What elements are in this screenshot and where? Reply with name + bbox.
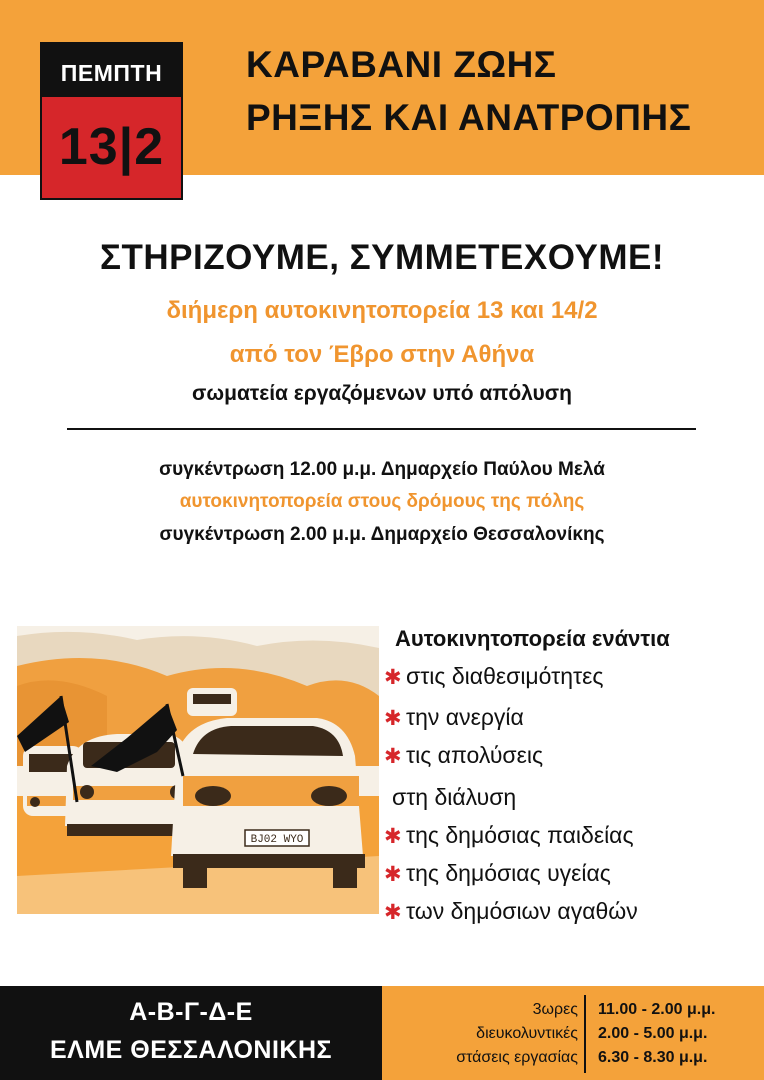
motorcade-photo: [17, 626, 379, 914]
organizers-line: σωματεία εργαζόμενων υπό απόλυση: [192, 382, 572, 405]
list-item: [384, 860, 611, 887]
list-item-text: τις απολύσεις: [406, 742, 544, 768]
list-item: [384, 822, 634, 849]
divider: [67, 428, 696, 430]
asterisk-icon: ✱: [384, 863, 402, 886]
list-item-text: της δημόσιας παιδείας: [406, 822, 634, 848]
poster-title-line-1: ΚΑΡΑΒΑΝΙ ΖΩΗΣ: [246, 44, 557, 85]
date-number: 13|2: [42, 97, 181, 198]
asterisk-icon: ✱: [384, 901, 402, 924]
date-day: ΠΕΜΠΤΗ: [42, 44, 181, 97]
against-subheading: στη διάλυση: [392, 784, 517, 810]
list-item: [384, 704, 524, 731]
organizer-unions: Α-Β-Γ-Δ-Ε: [129, 998, 253, 1026]
strike-times: [598, 998, 715, 1070]
date-badge: [40, 42, 183, 200]
license-plate: BJ02 WYO: [250, 834, 304, 846]
poster-title-line-2: ΡΗΞΗΣ ΚΑΙ ΑΝΑΤΡΟΠΗΣ: [246, 97, 692, 138]
list-item: [384, 663, 603, 690]
motorcade-dates: διήμερη αυτοκινητοπορεία 13 και 14/2: [166, 297, 598, 324]
headline: ΣΤΗΡΙΖΟΥΜΕ, ΣΥΜΜΕΤΕΧΟΥΜΕ!: [100, 238, 664, 277]
list-item: [384, 742, 543, 769]
list-item-text: την ανεργία: [406, 704, 524, 730]
footer-separator: [584, 995, 586, 1073]
strike-time: 2.00 - 5.00 μ.μ.: [598, 1025, 708, 1042]
event-line: αυτοκινητοπορεία στους δρόμους της πόλης: [179, 491, 585, 512]
organizer-name: ΕΛΜΕ ΘΕΣΣΑΛΟΝΙΚΗΣ: [49, 1036, 333, 1064]
strike-description: [382, 998, 578, 1070]
asterisk-icon: ✱: [384, 825, 402, 848]
strike-line: διευκολυντικές: [476, 1025, 578, 1042]
against-heading: Αυτοκινητοπορεία ενάντια: [395, 626, 670, 651]
asterisk-icon: ✱: [384, 745, 402, 768]
strike-line: 3ωρες: [532, 1001, 578, 1018]
list-item: [384, 898, 638, 925]
strike-time: 11.00 - 2.00 μ.μ.: [598, 1001, 716, 1018]
header-band: [0, 0, 764, 202]
strike-time: 6.30 - 8.30 μ.μ.: [598, 1049, 708, 1066]
list-item-text: της δημόσιας υγείας: [406, 860, 611, 886]
list-item-text: των δημόσιων αγαθών: [406, 898, 638, 924]
event-line: συγκέντρωση 2.00 μ.μ. Δημαρχείο Θεσσαλονίκης: [159, 524, 605, 545]
event-line: συγκέντρωση 12.00 μ.μ. Δημαρχείο Παύλου Μελά: [159, 459, 605, 480]
asterisk-icon: ✱: [384, 666, 402, 689]
motorcade-route: από τον Έβρο στην Αθήνα: [229, 341, 535, 368]
list-item-text: στις διαθεσιμότητες: [406, 663, 604, 689]
strike-line: στάσεις εργασίας: [456, 1049, 578, 1066]
asterisk-icon: ✱: [384, 707, 402, 730]
